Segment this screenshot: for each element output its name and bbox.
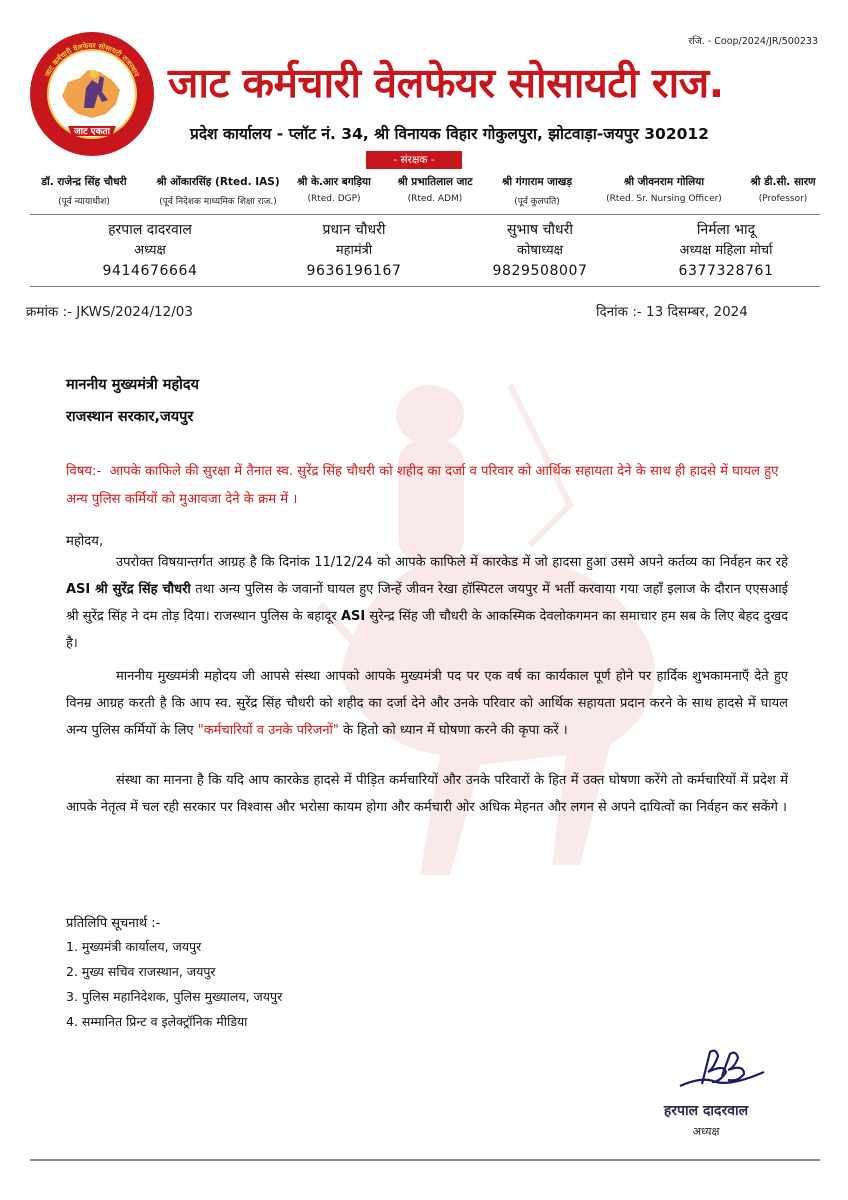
body-paragraph-2: माननीय मुख्यमंत्री महोदय जी आपसे संस्था आपको आपके मुख्यमंत्री पद पर एक वर्ष का कार्यकाल पूर्ण होने पर हार्दिक शुभकामनाएँ देते हुए विनम्र आग्रह करती है कि आप स्व. सुरेंद्र सिंह चौधरी को शहीद का दर्जा देने और उनके परिवार को आर्थिक सहायता प्रदान करने के साथ हादसे में घायल अन्य पुलिस कर्मियों के लिए "कर्मचारियों व उनके परिजनों" के हितो को ध्यान में घोषणा करने की कृपा करें ।: [66, 669, 788, 738]
addressee-block: माननीय मुख्यमंत्री महोदय राजस्थान सरकार,जयपुर: [66, 377, 200, 425]
salutation: महोदय,: [66, 534, 104, 549]
footer-divider: [30, 1159, 820, 1161]
list-item: 2. मुख्य सचिव राजस्थान, जयपुर: [66, 964, 216, 979]
officer-item: हरपाल दादरवाल अध्यक्ष 9414676664: [102, 222, 198, 279]
signatory-post: अध्यक्ष: [692, 1125, 720, 1138]
office-address: प्रदेश कार्यालय - प्लॉट नं. 34, श्री विनायक विहार गोकुलपुरा, झोटवाड़ा-जयपुर 302012: [190, 125, 709, 143]
officer-item: निर्मला भादू अध्यक्ष महिला मोर्चा 6377328761: [678, 222, 774, 279]
copy-to-heading: प्रतिलिपि सूचनार्थ :-: [66, 916, 161, 931]
reference-number: क्रमांक :- JKWS/2024/12/03: [26, 304, 193, 320]
officer-item: सुभाष चौधरी कोषाध्यक्ष 9829508007: [492, 222, 588, 279]
officers-row: [30, 220, 820, 282]
list-item: 1. मुख्यमंत्री कार्यालय, जयपुर: [66, 939, 202, 954]
svg-text:जाट एकता: जाट एकता: [73, 127, 111, 137]
officer-item: प्रधान चौधरी महामंत्री 9636196167: [306, 222, 402, 279]
body-paragraph-1: उपरोक्त विषयान्तर्गत आग्रह है कि दिनांक 11/12/24 को आपके काफिले में कारकेड में जो हादसा हुआ उसमे अपने कर्तव्य का निर्वहन कर रहे ASI श्री सुरेंद्र सिंह चौधरी तथा अन्य पुलिस के जवानों घायल हुए जिन्हें जीवन रेखा हॉस्पिटल जयपुर में भर्ती करवाया गया जहाँ इलाज के दौरान एएसआई श्री सुरेंद्र सिंह ने दम तोड़ दिया। राजस्थान पुलिस के बहादूर ASI सुरेन्द्र सिंह जी चौधरी के आकस्मिक देवलोकगमन का समाचार हम सब के लिए बेहद दुखद है।: [66, 555, 788, 651]
society-logo: [28, 30, 156, 158]
svg-text:जाट कर्मचारी वेलफेयर सोसायटी र: जाट कर्मचारी वेलफेयर सोसायटी राजस्थान: [42, 40, 142, 79]
list-item: 3. पुलिस महानिदेशक, पुलिस मुख्यालय, जयपुर: [66, 989, 283, 1004]
body-paragraph-3: संस्था का मानना है कि यदि आप कारकेड हादसे में पीड़ित कर्मचारियों और उनके परिवारों के हित में उक्त घोषणा करेंगे तो कर्मचारियों में प्रदेश में आपके नेतृत्व में चल रही सरकार पर विश्वास और भरोसा कायम होगा और कर्मचारी ओर अधिक मेहनत और लगन से अपने दायित्वों का निर्वहन कर सकेंगे ।: [66, 773, 788, 815]
patron-item: श्री प्रभातिलाल जाट (Rted. ADM): [397, 176, 473, 204]
patron-item: श्री डी.सी. सारण (Professor): [750, 176, 816, 204]
patron-item: श्री गंगाराम जाखड़ (पूर्व कुलपति): [501, 176, 573, 207]
org-name: जाट कर्मचारी वेलफेयर सोसायटी राज.: [168, 59, 724, 107]
patron-item: श्री ओंकारसिंह (Rted. IAS) (पूर्व निदेशक माध्यमिक शिक्षा राज.): [156, 176, 280, 207]
handwritten-signature: [672, 1046, 772, 1094]
patron-label: - संरक्षक -: [366, 151, 462, 169]
subject-line: विषय:- आपके काफिले की सुरक्षा में तैनात स्व. सुरेंद्र सिंह चौधरी को शहीद का दर्जा व परिवार को आर्थिक सहायता देने के साथ ही हादसे में घायल हुए अन्य पुलिस कर्मियों को मुआवजा देने के क्रम में ।: [66, 464, 779, 507]
patron-item: डॉ. राजेन्द्र सिंह चौधरी (पूर्व न्यायाधीश): [41, 176, 127, 207]
patron-row: [18, 175, 830, 211]
list-item: 4. सम्मानित प्रिन्ट व इलेक्ट्रॉनिक मीडिया: [66, 1014, 248, 1029]
letter-date: दिनांक :- 13 दिसम्बर, 2024: [596, 304, 748, 320]
registration-number: रजि. - Coop/2024/JR/500233: [688, 36, 818, 47]
signatory-name: हरपाल दादरवाल: [663, 1103, 749, 1119]
header-divider: [30, 214, 820, 215]
patron-item: श्री के.आर बगड़िया (Rted. DGP): [297, 176, 371, 204]
patron-item: श्री जीवनराम गोलिया (Rted. Sr. Nursing Officer): [606, 176, 722, 204]
copy-to-list: [66, 934, 282, 1034]
officers-divider: [30, 286, 820, 287]
